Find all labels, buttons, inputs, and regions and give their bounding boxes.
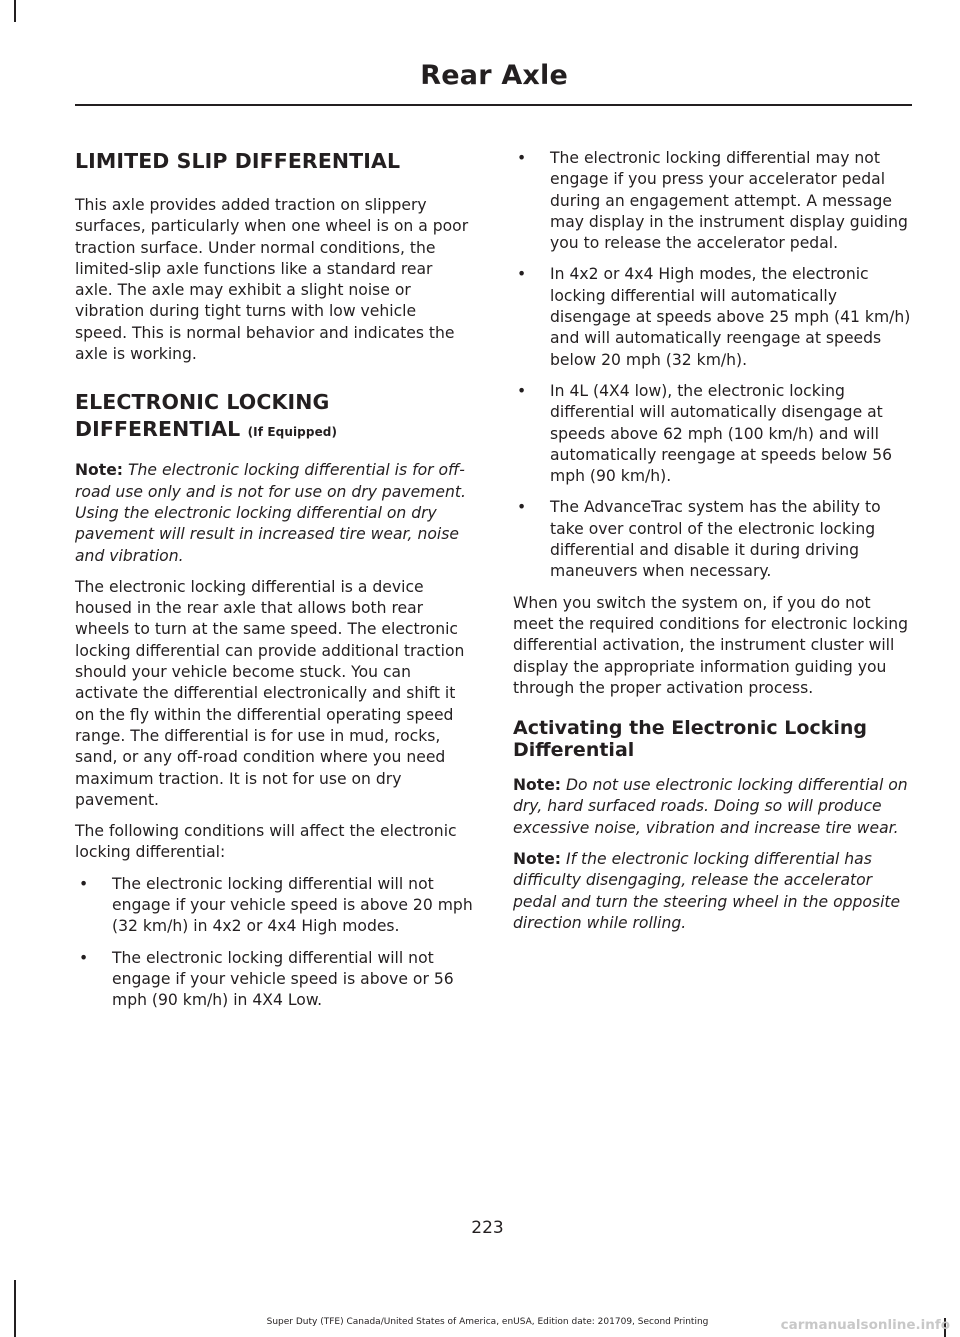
if-equipped-label: (If Equipped) xyxy=(247,425,338,440)
note-text: The electronic locking differential is for off-road use only and is not for use on dry pavement. Using the electronic locking differential on dry pavement will result in increased tire wear, noise and vibration. xyxy=(75,461,466,565)
bullet-icon: • xyxy=(517,498,527,517)
bullet-icon: • xyxy=(79,948,89,967)
bullet-icon: • xyxy=(517,149,527,167)
watermark: carmanualsonline.info xyxy=(780,1317,950,1333)
note-disengaging xyxy=(513,849,911,934)
bullet-icon: • xyxy=(517,381,527,400)
bullet-icon: • xyxy=(79,874,89,893)
list-item: • The electronic locking differential will not engage if your vehicle speed is above or 56 mph (90 km/h) in 4X4 Low. xyxy=(79,948,454,1010)
bullet-icon: • xyxy=(517,265,527,284)
paragraph-conditions-intro: The following conditions will affect the electronic locking differential: xyxy=(75,822,457,862)
paragraph-limited-slip: This axle provides added traction on slippery surfaces, particularly when one wheel is on a poor traction surface. Under normal conditions, the limited-slip axle functions like a standard rear axle. The axle may exhibit a slight noise or vibration during tight turns with low vehicle speed. This is normal behavior and indicates the axle is working. xyxy=(75,196,469,364)
conditions-list-left xyxy=(75,874,473,1012)
subheading-activating: Activating the Electronic Locking Differential xyxy=(513,717,867,762)
heading-line-1: ELECTRONIC LOCKING xyxy=(75,390,330,415)
heading-line-2: DIFFERENTIAL xyxy=(75,417,241,442)
footer-edition: Super Duty (TFE) Canada/United States of America, enUSA, Edition date: 201709, Second Printing xyxy=(266,1317,709,1327)
paragraph-electronic-locking: The electronic locking differential is a device housed in the rear axle that allows both rear wheels to turn at the same speed. The electronic locking differential can provide additional traction should your vehicle become stuck. You can activate the differential electronically and shift it on the fly within the differential operating speed range. The differential is for use in mud, rocks, sand, or any off-road condition where you need maximum traction. It is not for use on dry pavement. xyxy=(75,577,465,809)
note-label: Note: xyxy=(513,776,562,795)
conditions-list-right xyxy=(513,148,911,583)
right-column xyxy=(513,148,911,944)
header-rule xyxy=(75,104,912,106)
note-text: Do not use electronic locking differential on dry, hard surfaced roads. Doing so will produce excessive noise, vibration and increase tire wear. xyxy=(513,776,908,837)
page-header-title: Rear Axle xyxy=(420,60,568,91)
section-heading-electronic-locking xyxy=(75,389,473,446)
list-item: • The electronic locking differential may not engage if you press your accelerator pedal during an engagement attempt. A message may display in the instrument display guiding you to release the accelerator pedal. xyxy=(517,149,908,253)
note-label: Note: xyxy=(75,461,124,480)
list-item: • In 4x2 or 4x4 High modes, the electronic locking differential will automatically disengage at speeds above 25 mph (41 km/h) and will automatically reengage at speeds below 20 mph (32 km/h). xyxy=(517,265,911,369)
section-heading-limited-slip: LIMITED SLIP DIFFERENTIAL xyxy=(75,149,401,173)
list-item: • The electronic locking differential will not engage if your vehicle speed is above 20 mph (32 km/h) in 4x2 or 4x4 High modes. xyxy=(79,874,473,936)
page-number: 223 xyxy=(471,1218,504,1238)
list-item: • The AdvanceTrac system has the ability to take over control of the electronic locking differential and disable it during driving maneuvers when necessary. xyxy=(517,498,881,581)
note-label: Note: xyxy=(513,850,562,869)
crop-mark-bottom-left xyxy=(14,1280,16,1337)
crop-mark-top-left xyxy=(14,0,16,22)
left-column xyxy=(75,148,473,1022)
list-item: • In 4L (4X4 low), the electronic locking differential will automatically disengage at speeds above 62 mph (100 km/h) and will automatically reengage at speeds below 56 mph (90 km/h). xyxy=(517,381,893,486)
note-off-road xyxy=(75,460,473,566)
paragraph-activation-info: When you switch the system on, if you do not meet the required conditions for electronic locking differential activation, the instrument cluster will display the appropriate information guiding you through the proper activation process. xyxy=(513,593,909,697)
note-text: If the electronic locking differential has difficulty disengaging, release the accelerator pedal and turn the steering wheel in the opposite direction while rolling. xyxy=(513,850,901,932)
note-dry-roads xyxy=(513,775,911,839)
